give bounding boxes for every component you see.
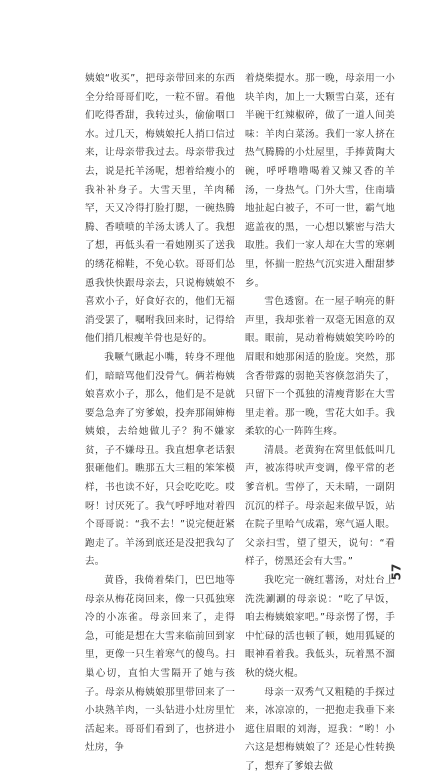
right-text-column	[245, 70, 395, 777]
paragraph: 着烧柴提水。那一晚，母亲用一小块羊肉，加上一大颗雪白菜，还有半碗干红辣椒碎，做了一道人间美味：羊肉白菜汤。我们一家人挤在热气腾腾的小灶屋里，手捧黄陶大碗，呼呼噜噜喝着又辣又香的羊汤，一身热气。门外大雪，住南墙地扯起白被子，不可一世，霸气地遮盖夜的黑，一心想以繁密与浩大取胜。我们一家人却在大雪的寒刺里，怀揣一腔热气沉实进入酣甜梦乡。	[245, 73, 395, 289]
page-number: 57	[389, 563, 404, 581]
paragraph: 清晨。老黄狗在窝里低低叫几声，被冻得吠声变调，像平常的老爹音机。雪停了，天未晴，一副阴沉沉的样子。母亲起来做早饭，站在院子里哈气成霜，寒气逼人眼。父亲扫雪，望了望天，说句：“看样子，傍黑还会有大雪。”	[245, 444, 395, 568]
paragraph: 黄昏，我倚着柴门，巴巴地等母亲从梅花岗回来，像一只孤独寒冷的小冻雀。母亲回来了，走得急，可能是想在大雪来临前回到家里，更像一只生着寒气的傻鸟。扫巢心切，直怕大雪隔开了她与孩子。母亲从梅姨娘那里带回来了一小块熟羊肉，一头钻进小灶房里忙活起来。哥哥们看到了，也挤进小灶房，争	[85, 575, 235, 754]
paragraph: 我吃完一碗红薯汤，对灶台上洗洗涮涮的母亲说：“吃了早饭，咱去梅姨娘家吧。”母亲愣了愣，手中忙碌的活也顿了顿，她用狐疑的眼神看着我。我低头，玩着黑不溜秋的烧火棍。	[245, 575, 395, 679]
paragraph: 我噘气瞅起小嘴，转身不理他们，暗暗骂他们没骨气。俩若梅姨娘喜欢小子，那么，他们是不是就要急急奔了穷爹娘，投奔那闹婶梅姨娘，去给她做儿子？狗不嫌家贫，子不嫌母丑。我直想拿老话狠狠砸他们。瞧那五大三粗的笨笨模样，书也读不好，只会吃吃吃。哎呀！讨厌死了。我气呼呼地对着四个哥哥说：“我不去！”说完便赶紧跑走了。羊汤到底还是没把我勾了去。	[85, 351, 235, 568]
paragraph: 姨娘“收买”，把母亲带回来的东西全分给哥哥们吃，一粒不留。看他们吃得香甜，我转过头，偷偷咽口水。过几天，梅姨娘托人捎口信过来，让母亲带我过去。母亲带我过去，说是托羊汤呢，想着给瘦小的我补补身子。大雪天里，羊肉稀罕，天又冷得打脸打腮，一碗热腾腾、香喷喷的羊汤太诱人了。我想了想，再低头看一看她刚买了送我的绣花棉鞋，不免心软。哥哥们怂恿我快快跟母亲去，只说梅姨娘不喜欢小子，好食好衣的，他们无福消受罢了，嘱咐我回来时，记得给他们捎几根瘦羊骨也是好的。	[85, 73, 235, 345]
paragraph: 雪色透窗。在一屋子响亮的鼾声里，我却张着一双毫无困意的双眼。眼前，晃动着梅姨娘笑吟吟的眉眼和她那闲适的脸庞。突然，那含香带露的弱艳芙容倏忽消失了，只留下一个孤独的清瘦背影在大雪里走着。那一晚，雪花大如手。我柔软的心一阵阵生疼。	[245, 296, 395, 438]
left-text-column	[85, 70, 235, 758]
paragraph: 母亲一双秀气又粗糙的手探过来，冰凉凉的，一把抱走我垂下来遮住眉眼的刘海，逗我：“哟！小六这是想梅姨娘了？还是心性转换了，想弃了爹娘去做	[245, 686, 395, 772]
